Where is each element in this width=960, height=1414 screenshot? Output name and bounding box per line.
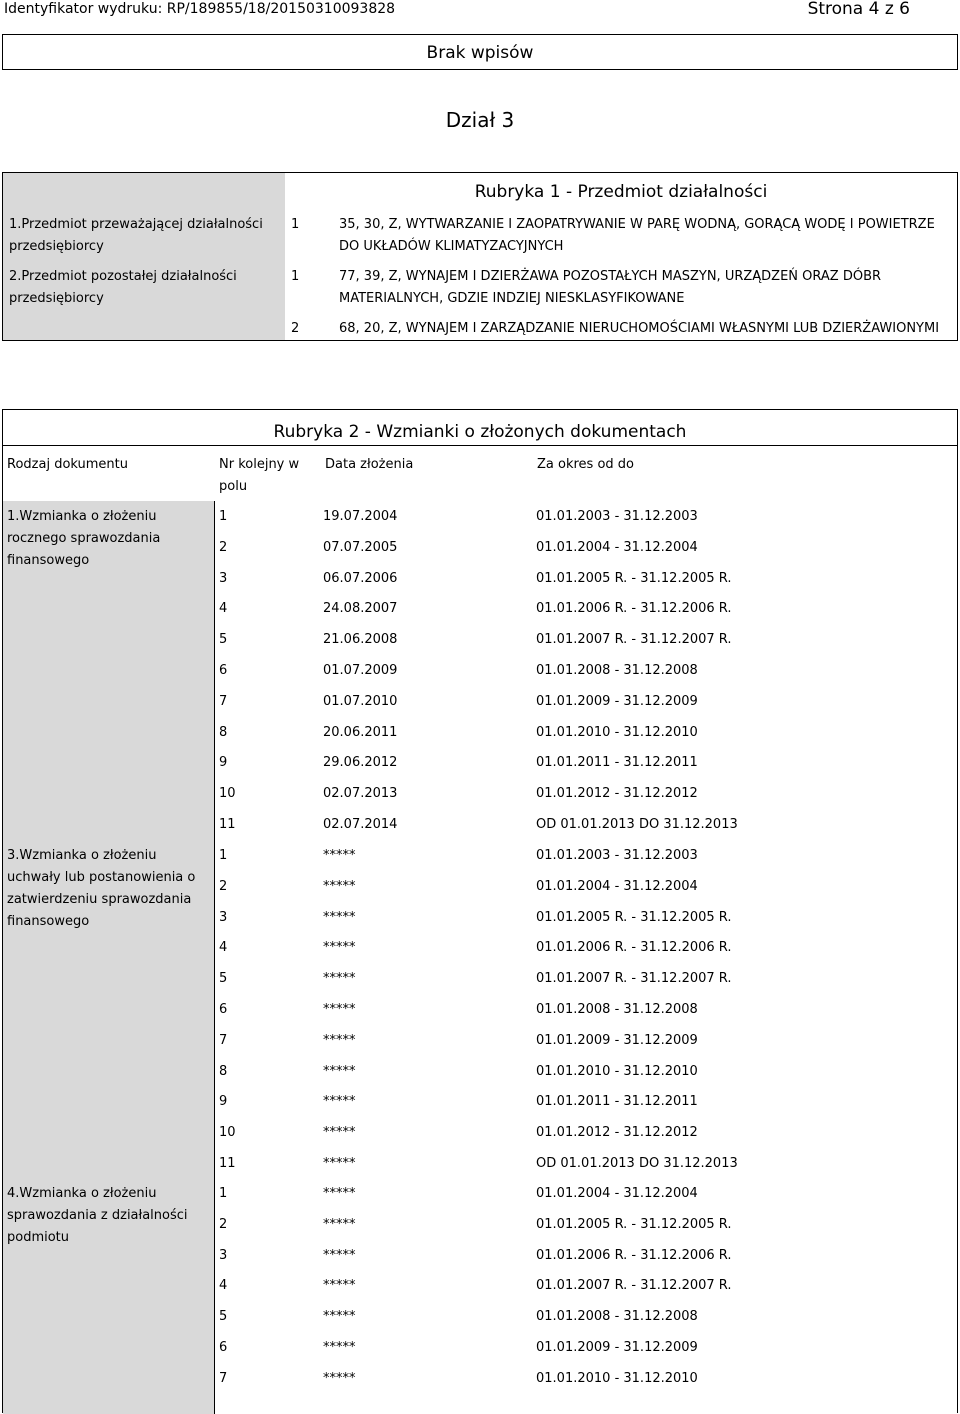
filing-date: 19.07.2004 — [323, 509, 398, 524]
empty-notice: Brak wpisów — [426, 43, 534, 63]
rubryka1-group-label: 2.Przedmiot pozostałej działalności przedsiębiorcy — [9, 269, 237, 306]
filing-date: ***** — [323, 878, 356, 894]
period: 01.01.2008 - 31.12.2008 — [536, 1002, 698, 1017]
filing-date: 07.07.2005 — [323, 539, 398, 555]
filing-date: ***** — [323, 1002, 356, 1017]
sequence-number: 4 — [219, 601, 228, 617]
period: 01.01.2006 R. - 31.12.2006 R. — [536, 601, 732, 617]
filing-date: 21.06.2008 — [323, 632, 398, 648]
rubryka1-title: Rubryka 1 - Przedmiot działalności — [474, 182, 768, 202]
column-header-period: Za okres od do — [537, 457, 634, 472]
period: 01.01.2009 - 31.12.2009 — [536, 1032, 698, 1048]
sequence-number: 2 — [219, 1216, 228, 1232]
period: 01.01.2006 R. - 31.12.2006 R. — [536, 940, 732, 956]
period: 01.01.2005 R. - 31.12.2005 R. — [536, 570, 732, 586]
filing-date: ***** — [323, 1309, 356, 1325]
sequence-number: 6 — [219, 1340, 228, 1355]
period: OD 01.01.2013 DO 31.12.2013 — [536, 817, 738, 832]
rubryka1-table — [2, 172, 958, 341]
column-header-sequence-number: Nr kolejny w polu — [219, 457, 300, 494]
period: 01.01.2006 R. - 31.12.2006 R. — [536, 1247, 732, 1263]
sequence-number: 2 — [219, 539, 228, 555]
sequence-number: 7 — [219, 693, 228, 709]
period: 01.01.2012 - 31.12.2012 — [536, 1125, 698, 1141]
sequence-number: 3 — [219, 909, 228, 925]
filing-date: ***** — [323, 1247, 356, 1263]
print-identifier: Identyfikator wydruku: RP/189855/18/20150310093828 — [4, 1, 396, 17]
sequence-number: 5 — [219, 632, 228, 648]
period: 01.01.2005 R. - 31.12.2005 R. — [536, 909, 732, 925]
period: 01.01.2005 R. - 31.12.2005 R. — [536, 1216, 732, 1232]
column-header-document-type: Rodzaj dokumentu — [7, 457, 128, 472]
entry-text: 35, 30, Z, WYTWARZANIE I ZAOPATRYWANIE W PARĘ WODNĄ, GORĄCĄ WODĘ I POWIETRZE DO UKŁADÓW KLIMATYZACYJNYCH — [339, 217, 935, 254]
empty-notice-box — [2, 34, 958, 70]
filing-date: ***** — [323, 1340, 356, 1355]
document-type-label: 3.Wzmianka o złożeniu uchwały lub postanowienia o zatwierdzeniu sprawozdania finansowego — [7, 848, 196, 929]
period: 01.01.2004 - 31.12.2004 — [536, 878, 698, 894]
page-number: Strona 4 z 6 — [807, 0, 910, 19]
sequence-number: 11 — [219, 817, 236, 832]
sequence-number: 9 — [219, 1094, 228, 1110]
filing-date: 01.07.2010 — [323, 693, 398, 709]
entry-text: 68, 20, Z, WYNAJEM I ZARZĄDZANIE NIERUCHOMOŚCIAMI WŁASNYMI LUB DZIERŻAWIONYMI — [339, 321, 940, 336]
sequence-number: 4 — [219, 940, 228, 956]
rubryka2-table — [2, 409, 958, 1413]
sequence-number: 6 — [219, 1002, 228, 1017]
filing-date: ***** — [323, 1063, 356, 1079]
filing-date: ***** — [323, 1278, 356, 1294]
sequence-number: 10 — [219, 786, 236, 802]
filing-date: ***** — [323, 971, 356, 987]
period: 01.01.2003 - 31.12.2003 — [536, 848, 698, 863]
period: 01.01.2012 - 31.12.2012 — [536, 786, 698, 802]
filing-date: 06.07.2006 — [323, 570, 398, 586]
sequence-number: 6 — [219, 663, 228, 678]
sequence-number: 3 — [219, 570, 228, 586]
filing-date: ***** — [323, 1094, 356, 1110]
section-title: Dział 3 — [445, 108, 515, 132]
period: 01.01.2007 R. - 31.12.2007 R. — [536, 632, 732, 648]
filing-date: ***** — [323, 1125, 356, 1141]
sequence-number: 1 — [219, 848, 228, 863]
sequence-number: 7 — [219, 1370, 228, 1386]
filing-date: ***** — [323, 1186, 356, 1201]
document-type-label: 1.Wzmianka o złożeniu rocznego sprawozdania finansowego — [7, 509, 161, 568]
document-type-label: 4.Wzmianka o złożeniu sprawozdania z działalności podmiotu — [7, 1186, 188, 1245]
sequence-number: 11 — [219, 1156, 236, 1171]
period: 01.01.2007 R. - 31.12.2007 R. — [536, 971, 732, 987]
sequence-number: 7 — [219, 1032, 228, 1048]
period: 01.01.2009 - 31.12.2009 — [536, 693, 698, 709]
filing-date: ***** — [323, 940, 356, 956]
filing-date: 20.06.2011 — [323, 724, 398, 740]
sequence-number: 1 — [219, 1186, 228, 1201]
filing-date: 24.08.2007 — [323, 601, 398, 617]
rubryka2-title: Rubryka 2 - Wzmianki o złożonych dokumentach — [273, 422, 687, 442]
rubryka1-group-label: 1.Przedmiot przeważającej działalności przedsiębiorcy — [9, 217, 263, 254]
entry-number: 1 — [291, 269, 300, 284]
entry-number: 1 — [291, 217, 300, 232]
filing-date: ***** — [323, 1156, 356, 1171]
filing-date: ***** — [323, 1216, 356, 1232]
filing-date: 02.07.2014 — [323, 817, 398, 832]
filing-date: ***** — [323, 1370, 356, 1386]
filing-date: 02.07.2013 — [323, 786, 398, 802]
sequence-number: 4 — [219, 1278, 228, 1294]
period: 01.01.2004 - 31.12.2004 — [536, 1186, 698, 1201]
period: 01.01.2010 - 31.12.2010 — [536, 1370, 698, 1386]
period: 01.01.2011 - 31.12.2011 — [536, 1094, 698, 1110]
print-header — [0, 0, 960, 20]
period: 01.01.2007 R. - 31.12.2007 R. — [536, 1278, 732, 1294]
filing-date: 29.06.2012 — [323, 755, 398, 771]
sequence-number: 5 — [219, 971, 228, 987]
sequence-number: 10 — [219, 1125, 236, 1141]
period: 01.01.2011 - 31.12.2011 — [536, 755, 698, 771]
period: 01.01.2004 - 31.12.2004 — [536, 539, 698, 555]
sequence-number: 8 — [219, 724, 228, 740]
entry-number: 2 — [291, 321, 300, 336]
period: 01.01.2008 - 31.12.2008 — [536, 663, 698, 678]
sequence-number: 9 — [219, 755, 228, 771]
period: 01.01.2009 - 31.12.2009 — [536, 1340, 698, 1355]
filing-date: ***** — [323, 1032, 356, 1048]
entry-text: 77, 39, Z, WYNAJEM I DZIERŻAWA POZOSTAŁYCH MASZYN, URZĄDZEŃ ORAZ DÓBR MATERIALNYCH, GDZIE INDZIEJ NIESKLASYFIKOWANE — [339, 269, 882, 306]
document-type-column — [3, 501, 214, 1414]
filing-date: 01.07.2009 — [323, 663, 398, 678]
sequence-number: 8 — [219, 1063, 228, 1079]
filing-date: ***** — [323, 848, 356, 863]
period: 01.01.2010 - 31.12.2010 — [536, 1063, 698, 1079]
sequence-number: 1 — [219, 509, 228, 524]
period: 01.01.2008 - 31.12.2008 — [536, 1309, 698, 1325]
sequence-number: 2 — [219, 878, 228, 894]
rubryka2-title-divider — [3, 445, 957, 446]
filing-date: ***** — [323, 909, 356, 925]
period: 01.01.2003 - 31.12.2003 — [536, 509, 698, 524]
sequence-number: 3 — [219, 1247, 228, 1263]
period: OD 01.01.2013 DO 31.12.2013 — [536, 1156, 738, 1171]
column-header-filing-date: Data złożenia — [325, 457, 414, 472]
document-type-column-border — [214, 501, 215, 1414]
period: 01.01.2010 - 31.12.2010 — [536, 724, 698, 740]
sequence-number: 5 — [219, 1309, 228, 1325]
